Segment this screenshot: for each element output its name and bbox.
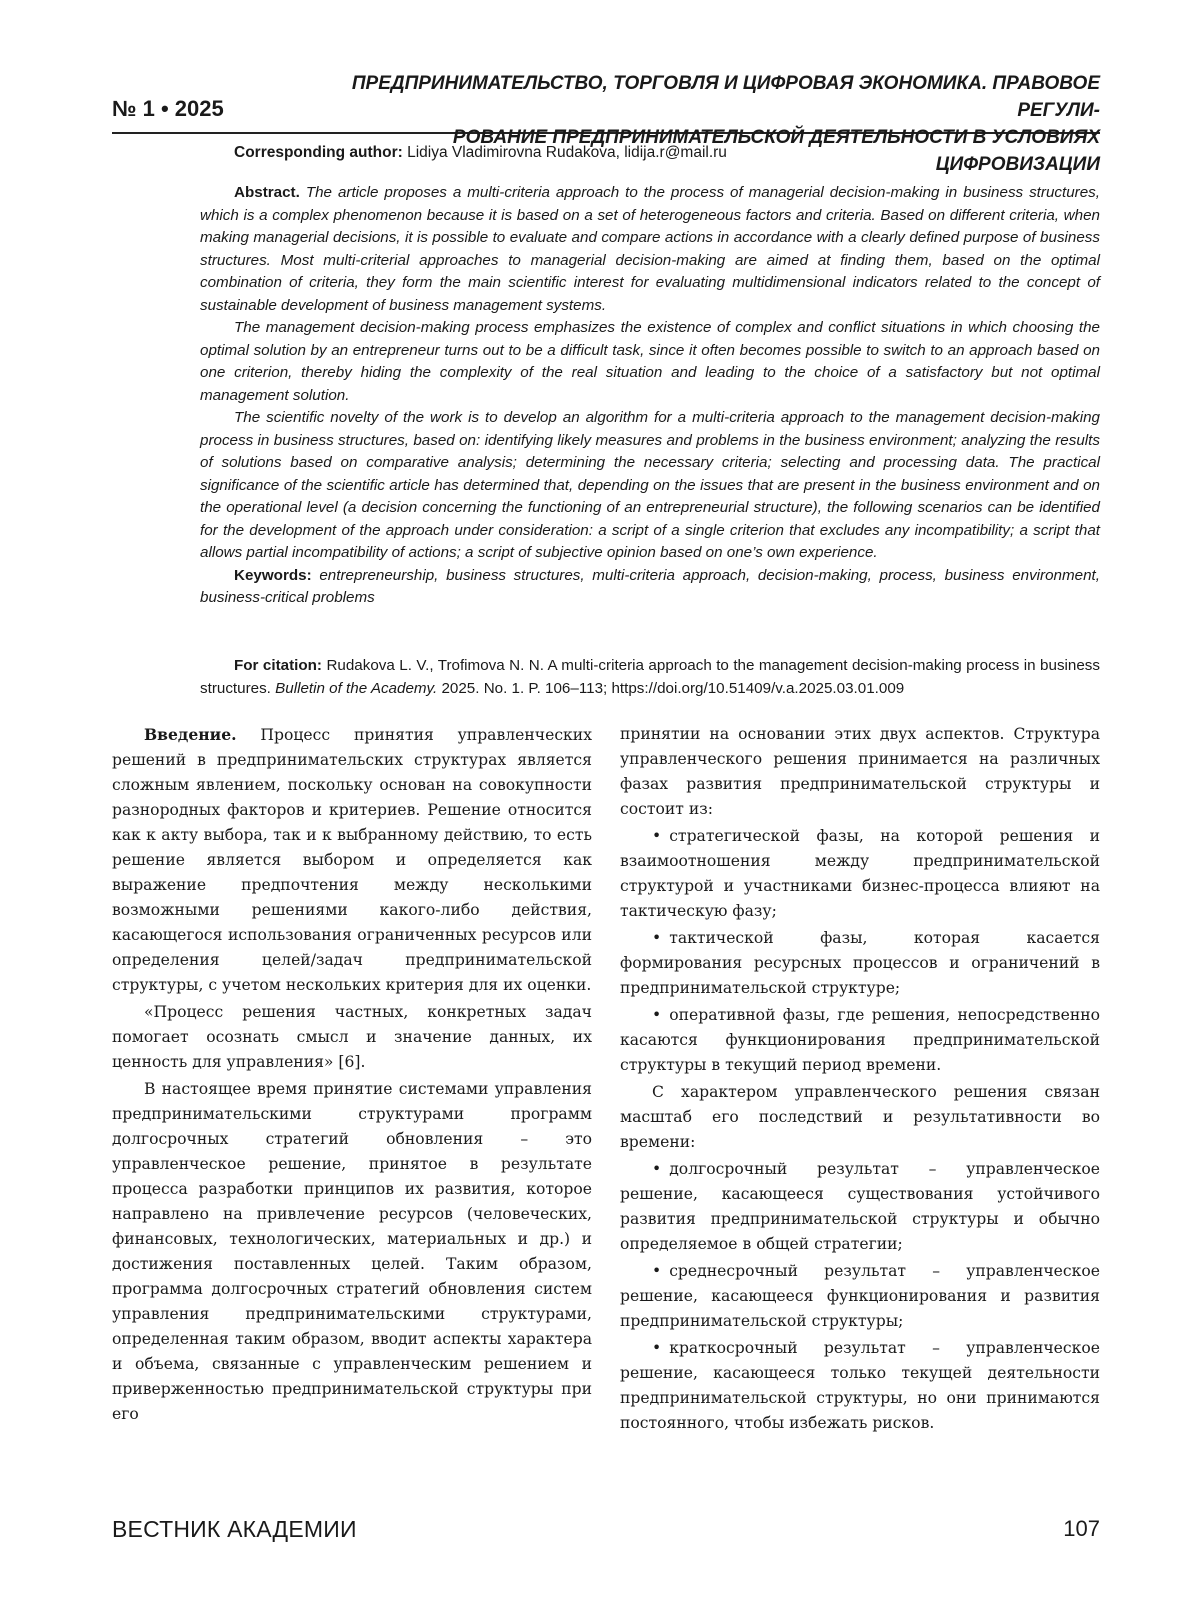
- body-paragraph: С характером управленческого решения связан масштаб его последствий и результативности во времени:: [620, 1083, 1100, 1151]
- abstract: [200, 182, 1100, 610]
- intro-heading: Введение.: [144, 725, 237, 744]
- bullet-item: [620, 926, 1100, 1001]
- bullet-item: [620, 1003, 1100, 1078]
- bullet-item: [620, 1157, 1100, 1257]
- body-paragraph: принятии на основании этих двух аспектов. Структура управленческого решения принимается на различных фазах развития предпринимательской структуры и состоит из:: [620, 725, 1100, 818]
- abstract-label: Abstract.: [234, 184, 300, 201]
- abstract-paragraph-3: The scientific novelty of the work is to develop an algorithm for a multi-criteria approach to the management decision-making process in business structures, based on: identifying likely measures and problems in the business environment; analyzing the results of solutions based on comparative analysis; determining the necessary criteria; selecting and processing data. The practical significance of the scientific article has determined that, depending on the issues that are present in the business environment and on the operational level (a decision concerning the functioning of an entrepreneurial structure), the following scenarios can be identified for the development of the approach under consideration: a script of a single criterion that excludes any incompatibility; a script that allows partial incompatibility of actions; a script of subjective opinion based on one’s own experience.: [200, 409, 1100, 561]
- citation-paragraph: [200, 654, 1100, 700]
- journal-title-line-2: РОВАНИЕ ПРЕДПРИНИМАТЕЛЬСКОЙ ДЕЯТЕЛЬНОСТИ В УСЛОВИЯХ ЦИФРОВИЗАЦИИ: [452, 127, 1100, 175]
- bullet-item: [620, 824, 1100, 924]
- corresponding-author-text: Lidiya Vladimirovna Rudakova, lidija.r@mail.ru: [407, 144, 727, 161]
- bullet-icon: •: [652, 1262, 662, 1280]
- issue-number: № 1 • 2025: [112, 96, 224, 121]
- journal-title-line-1: ПРЕДПРИНИМАТЕЛЬСТВО, ТОРГОВЛЯ И ЦИФРОВАЯ ЭКОНОМИКА. ПРАВОВОЕ РЕГУЛИ-: [351, 73, 1100, 121]
- bullet-text: стратегической фазы, на которой решения и взаимоотношения между предпринимательской структурой и участниками бизнес-процесса влияют на тактическую фазу;: [620, 827, 1100, 920]
- bullet-icon: •: [652, 1160, 662, 1178]
- abstract-paragraph-2: The management decision-making process emphasizes the existence of complex and conflict situations in which choosing the optimal solution by an entrepreneur turns out to be a difficult task, since it often becomes possible to switch to an approach based on one criterion, thereby hiding the complexity of the real situation and leading to the choice of a satisfactory but not optimal management solution.: [200, 319, 1100, 404]
- footer-journal-title: ВЕСТНИК АКАДЕМИИ: [112, 1516, 357, 1542]
- body-paragraph: В настоящее время принятие системами управления предпринимательскими структурами программ долгосрочных стратегий обновления – это управленческое решение, принятое в результате процесса разработки принципов их развития, которое направлено на привлечение ресурсов (человеческих, финансовых, технологических, материальных и др.) и достижения поставленных целей. Таким образом, программа долгосрочных стратегий обновления систем управления предпринимательскими структурами, определенная таким образом, вводит аспекты характера и объема, связанные с управленческим решением и приверженностью предпринимательской структуры при его: [112, 1080, 592, 1423]
- corresponding-author: [234, 144, 727, 162]
- body-column-left: [112, 722, 592, 1429]
- citation-text-2: 2025. No. 1. P. 106–113; https://doi.org/10.51409/v.a.2025.03.01.009: [441, 680, 905, 697]
- body-paragraph: [112, 722, 592, 998]
- body-text: Процесс принятия управленческих решений в предпринимательских структурах является сложным явлением, поскольку основан на совокупности разнородных факторов и критериев. Решение относится как к акту выбора, так и к выбранному действию, то есть решение является выбором и определяется как выражение предпочтения между несколькими возможными решениями какого-либо действия, касающегося использования ограниченных ресурсов или определения целей/задач предпринимательской структуры, с учетом нескольких критерия для их оценки.: [112, 726, 592, 994]
- bullet-item: [620, 1259, 1100, 1334]
- bullet-text: краткосрочный результат – управленческое решение, касающееся только текущей деятельности предпринимательской структуры, но они принимаются постоянного, чтобы избежать рисков.: [620, 1339, 1100, 1432]
- bullet-item: [620, 1336, 1100, 1436]
- body-column-right: [620, 722, 1100, 1438]
- citation: [200, 654, 1100, 700]
- bullet-text: среднесрочный результат – управленческое решение, касающееся функционирования и развития предпринимательской структуры;: [620, 1262, 1100, 1330]
- citation-label: For citation:: [234, 657, 322, 674]
- bullet-icon: •: [652, 827, 662, 845]
- abstract-paragraph-1: [200, 182, 1100, 317]
- keywords: [200, 565, 1100, 610]
- bullet-text: тактической фазы, которая касается формирования ресурсных процессов и ограничений в предпринимательской структуре;: [620, 929, 1100, 997]
- citation-journal: Bulletin of the Academy.: [275, 680, 438, 697]
- corresponding-author-label: Corresponding author:: [234, 144, 403, 161]
- bullet-icon: •: [652, 929, 662, 947]
- abstract-text-1: The article proposes a multi-criteria approach to the process of managerial decision-making in business structures, which is a complex phenomenon because it is based on a set of heterogeneous factors and criteria. Based on different criteria, when making managerial decisions, it is possible to evaluate and compare actions in accordance with a clearly defined purpose of business structures. Most multi-criterial approaches to managerial decision-making are aimed at finding them, based on the optimal combination of criteria, they form the main scientific interest for evaluating multidimensional indicators related to the concept of sustainable development of business management systems.: [200, 184, 1100, 314]
- bullet-icon: •: [652, 1339, 662, 1357]
- keywords-text: entrepreneurship, business structures, multi-criteria approach, decision-making, process, business environment, business-critical problems: [200, 566, 1100, 606]
- citation-text-1: Rudakova L. V., Trofimova N. N. A multi-criteria approach to the management decision-making process in business structures.: [200, 657, 1100, 697]
- keywords-label: Keywords:: [234, 566, 312, 584]
- bullet-text: долгосрочный результат – управленческое решение, касающееся существования устойчивого развития предпринимательской структуры и обычно определяемое в общей стратегии;: [620, 1160, 1100, 1253]
- body-paragraph: «Процесс решения частных, конкретных задач помогает осознать смысл и значение данных, их ценность для управления» [6].: [112, 1003, 592, 1071]
- bullet-text: оперативной фазы, где решения, непосредственно касаются функционирования предпринимательской структуры в текущий период времени.: [620, 1006, 1100, 1074]
- bullet-icon: •: [652, 1006, 662, 1024]
- page-number: 107: [1063, 1516, 1100, 1541]
